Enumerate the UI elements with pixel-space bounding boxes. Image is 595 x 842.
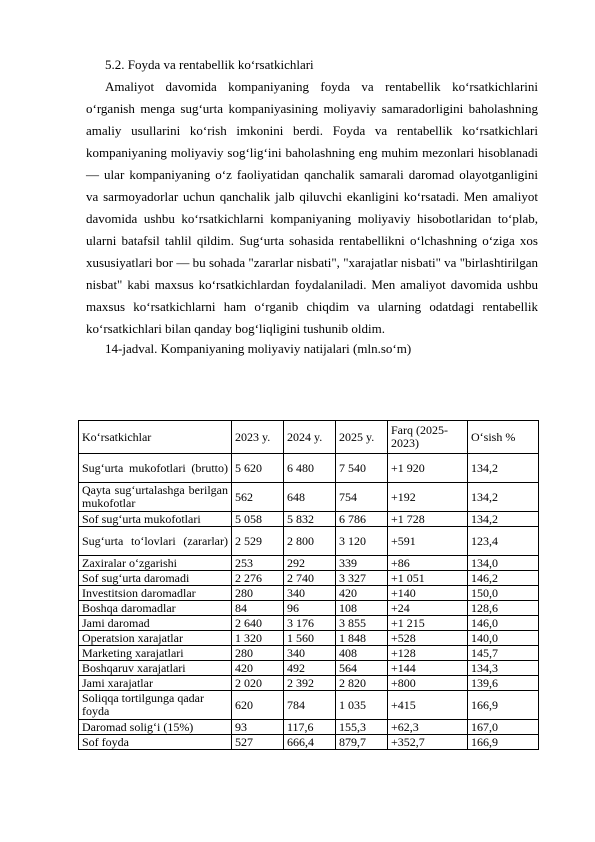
row-label: Qayta sug‘urtalashga berilgan mukofotlar	[79, 483, 232, 512]
row-label: Sof sug‘urta daromadi	[79, 571, 232, 586]
cell-2023: 562	[232, 483, 284, 512]
table-row	[79, 691, 539, 720]
cell-2025: 339	[336, 556, 388, 571]
cell-difference: +24	[388, 601, 468, 616]
cell-2025: 879,7	[336, 735, 388, 750]
table-row	[79, 571, 539, 586]
row-label: Zaxiralar o‘zgarishi	[79, 556, 232, 571]
table-caption: 14-jadval. Kompaniyaning moliyaviy natijalari (mln.so‘m)	[105, 341, 412, 356]
cell-growth: 167,0	[468, 720, 539, 735]
row-label: Daromad solig‘i (15%)	[79, 720, 232, 735]
cell-growth: 128,6	[468, 601, 539, 616]
cell-2025: 7 540	[336, 454, 388, 483]
table-row	[79, 631, 539, 646]
row-label: Jami daromad	[79, 616, 232, 631]
cell-growth: 146,2	[468, 571, 539, 586]
table-row	[79, 646, 539, 661]
cell-2025: 108	[336, 601, 388, 616]
cell-2023: 1 320	[232, 631, 284, 646]
cell-2023: 5 620	[232, 454, 284, 483]
row-label: Jami xarajatlar	[79, 676, 232, 691]
cell-2025: 155,3	[336, 720, 388, 735]
cell-2024: 1 560	[284, 631, 336, 646]
header-indicator: Ko‘rsatkichlar	[79, 421, 232, 454]
header-2023: 2023 y.	[232, 421, 284, 454]
cell-difference: +352,7	[388, 735, 468, 750]
body-paragraph: Amaliyot davomida kompaniyaning foyda va rentabellik ko‘rsatkichlarini o‘rganish menga sug‘urta kompaniyasining moliyaviy samaradorligini baholashning amaliy usullarini ko‘rish imkonini berdi. Foyda va rentabellik ko‘rsatkichlari kompaniyaning moliyaviy sog‘lig‘ini baholashning eng muhim mezonlari hisoblanadi — ular kompaniyaning o‘z faoliyatidan qanchalik samarali daromad olayotganligini va sarmoyadorlar uchun qanchalik jalb qiluvchi ekanligini ko‘rsatadi. Men amaliyot davomida ushbu ko‘rsatkichlarni kompaniyaning moliyaviy hisobotlaridan to‘plab, ularni batafsil tahlil qildim. Sug‘urta sohasida rentabellikni o‘lchashning o‘ziga xos xususiyatlari bor — bu sohada "zararlar nisbati", "xarajatlar nisbati" va "birlashtirilgan nisbat" kabi maxsus ko‘rsatkichlardan foydalaniladi. Men amaliyot davomida ushbu maxsus ko‘rsatkichlarni ham o‘rganib chiqdim va ularning odatdagi rentabellik ko‘rsatkichlari bilan qanday bog‘liqligini tushunib oldim.	[86, 79, 538, 336]
document-page	[86, 56, 538, 358]
table-row	[79, 556, 539, 571]
table-header-row	[79, 421, 539, 454]
cell-2025: 6 786	[336, 512, 388, 527]
cell-difference: +86	[388, 556, 468, 571]
cell-2025: 3 327	[336, 571, 388, 586]
cell-difference: +1 215	[388, 616, 468, 631]
header-2025: 2025 y.	[336, 421, 388, 454]
cell-2025: 408	[336, 646, 388, 661]
header-difference: Farq (2025-2023)	[388, 421, 468, 454]
cell-difference: +62,3	[388, 720, 468, 735]
cell-2023: 84	[232, 601, 284, 616]
table-row	[79, 616, 539, 631]
cell-2025: 3 120	[336, 527, 388, 556]
cell-2023: 2 529	[232, 527, 284, 556]
row-label: Sof foyda	[79, 735, 232, 750]
cell-2023: 420	[232, 661, 284, 676]
cell-2024: 3 176	[284, 616, 336, 631]
table-row	[79, 586, 539, 601]
row-label: Operatsion xarajatlar	[79, 631, 232, 646]
table-row	[79, 527, 539, 556]
cell-growth: 145,7	[468, 646, 539, 661]
row-label: Marketing xarajatlari	[79, 646, 232, 661]
cell-2023: 280	[232, 646, 284, 661]
cell-2024: 117,6	[284, 720, 336, 735]
cell-2024: 492	[284, 661, 336, 676]
cell-2024: 5 832	[284, 512, 336, 527]
cell-2024: 340	[284, 646, 336, 661]
cell-2024: 784	[284, 691, 336, 720]
cell-2023: 253	[232, 556, 284, 571]
cell-2023: 620	[232, 691, 284, 720]
cell-2025: 1 848	[336, 631, 388, 646]
cell-growth: 139,6	[468, 676, 539, 691]
cell-growth: 123,4	[468, 527, 539, 556]
cell-growth: 146,0	[468, 616, 539, 631]
cell-difference: +1 728	[388, 512, 468, 527]
cell-2023: 527	[232, 735, 284, 750]
cell-2024: 648	[284, 483, 336, 512]
cell-growth: 134,2	[468, 483, 539, 512]
cell-2024: 2 740	[284, 571, 336, 586]
row-label: Soliqqa tortilgunga qadar foyda	[79, 691, 232, 720]
cell-difference: +415	[388, 691, 468, 720]
cell-growth: 134,2	[468, 512, 539, 527]
cell-difference: +800	[388, 676, 468, 691]
cell-2025: 3 855	[336, 616, 388, 631]
cell-growth: 166,9	[468, 691, 539, 720]
section-title: 5.2. Foyda va rentabellik ko‘rsatkichlari	[105, 57, 314, 72]
cell-difference: +1 051	[388, 571, 468, 586]
row-label: Boshqa daromadlar	[79, 601, 232, 616]
cell-2025: 754	[336, 483, 388, 512]
cell-growth: 140,0	[468, 631, 539, 646]
row-label: Sug‘urta mukofotlari (brutto)	[79, 454, 232, 483]
cell-2023: 280	[232, 586, 284, 601]
table-row	[79, 735, 539, 750]
cell-2024: 6 480	[284, 454, 336, 483]
table-row	[79, 601, 539, 616]
table-row	[79, 676, 539, 691]
table-row	[79, 483, 539, 512]
row-label: Investitsion daromadlar	[79, 586, 232, 601]
cell-growth: 134,2	[468, 454, 539, 483]
cell-2024: 340	[284, 586, 336, 601]
cell-difference: +591	[388, 527, 468, 556]
cell-growth: 150,0	[468, 586, 539, 601]
table-row	[79, 720, 539, 735]
cell-difference: +128	[388, 646, 468, 661]
cell-2024: 666,4	[284, 735, 336, 750]
row-label: Boshqaruv xarajatlari	[79, 661, 232, 676]
cell-2023: 2 640	[232, 616, 284, 631]
table-row	[79, 512, 539, 527]
cell-2025: 564	[336, 661, 388, 676]
cell-2024: 2 800	[284, 527, 336, 556]
cell-2023: 2 276	[232, 571, 284, 586]
cell-2023: 93	[232, 720, 284, 735]
cell-difference: +140	[388, 586, 468, 601]
cell-2023: 2 020	[232, 676, 284, 691]
cell-2024: 96	[284, 601, 336, 616]
row-label: Sof sug‘urta mukofotlari	[79, 512, 232, 527]
cell-difference: +192	[388, 483, 468, 512]
cell-growth: 134,0	[468, 556, 539, 571]
cell-2023: 5 058	[232, 512, 284, 527]
cell-2025: 420	[336, 586, 388, 601]
financial-results-table	[78, 420, 539, 750]
table-row	[79, 454, 539, 483]
row-label: Sug‘urta to‘lovlari (zararlar)	[79, 527, 232, 556]
cell-difference: +528	[388, 631, 468, 646]
header-growth: O‘sish %	[468, 421, 539, 454]
table-row	[79, 661, 539, 676]
cell-difference: +144	[388, 661, 468, 676]
cell-2025: 2 820	[336, 676, 388, 691]
cell-growth: 166,9	[468, 735, 539, 750]
cell-2024: 292	[284, 556, 336, 571]
cell-2024: 2 392	[284, 676, 336, 691]
cell-difference: +1 920	[388, 454, 468, 483]
header-2024: 2024 y.	[284, 421, 336, 454]
cell-2025: 1 035	[336, 691, 388, 720]
cell-growth: 134,3	[468, 661, 539, 676]
